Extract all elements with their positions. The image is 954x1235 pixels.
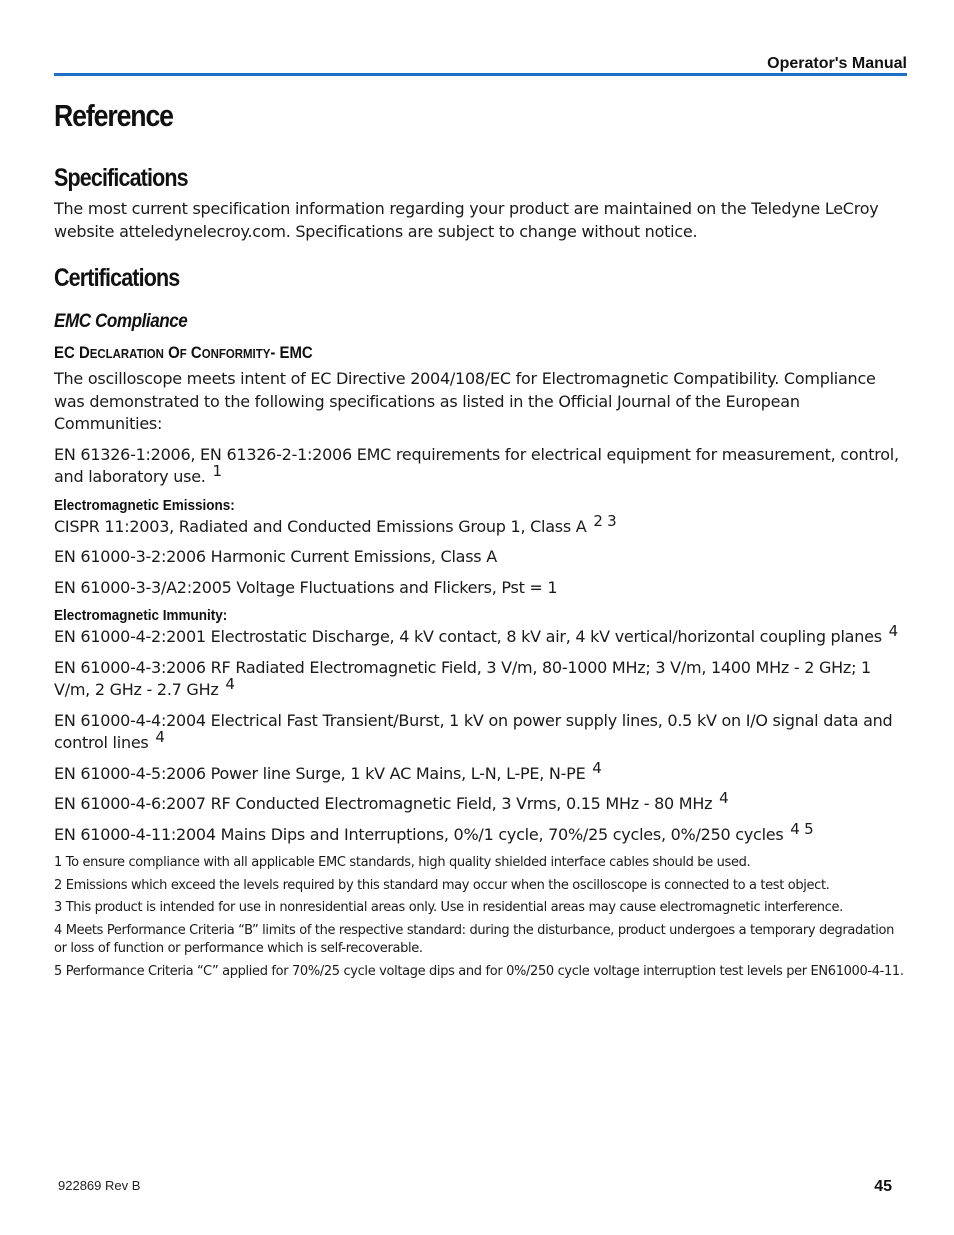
specifications-heading: Specifications <box>54 164 188 192</box>
emission-item: EN 61000-3-3/A2:2005 Voltage Fluctuations and Flickers, Pst = 1 <box>54 577 558 597</box>
immunity-item: EN 61000-4-2:2001 Electrostatic Discharge, 4 kV contact, 8 kV air, 4 kV vertical/horizontal coupling planes $^4$ <box>54 622 898 646</box>
page-title: Reference <box>54 98 173 133</box>
conformity-intro: The oscilloscope meets intent of EC Directive 2004/108/EC for Electromagnetic Compatibility. Compliance was demonstrated to the following specifications as listed in the Official Journal of the European Communities: <box>54 369 876 433</box>
emission-item: CISPR 11:2003, Radiated and Conducted Emissions Group 1, Class A $^{2 3}$ <box>54 511 617 536</box>
footnote-ref: 4 <box>155 728 165 746</box>
footnote-ref: 4 5 <box>790 819 814 838</box>
immunity-item: EN 61000-4-3:2006 RF Radiated Electromagnetic Field, 3 V/m, 80-1000 MHz; 3 V/m, 1400 MHz - 2 GHz; 1 V/m, 2 GHz - 2.7 GHz $^4$ <box>54 657 871 699</box>
immunity-item: EN 61000-4-4:2004 Electrical Fast Transient/Burst, 1 kV on power supply lines, 0.5 kV on I/O signal data and control lines $^4$ <box>54 710 893 752</box>
footnote-ref: 4 <box>888 622 898 640</box>
ec-declaration-heading: EC DECLARATION OF CONFORMITY- EMC <box>54 343 313 362</box>
page-number: 45 <box>874 1178 892 1195</box>
footnote-ref: 4 <box>719 789 729 807</box>
specifications-text: The most current specification information regarding your product are maintained on the Teledyne LeCroy website atteledynelecroy.com. Specifications are subject to change without notice. <box>54 199 879 241</box>
immunity-item: EN 61000-4-5:2006 Power line Surge, 1 kV AC Mains, L-N, L-PE, N-PE $^4$ <box>54 758 602 783</box>
footnote: 2 Emissions which exceed the levels required by this standard may occur when the oscilloscope is connected to a test object. <box>54 877 830 893</box>
footnote-ref: 4 <box>592 758 602 777</box>
emissions-heading: Electromagnetic Emissions: <box>54 496 235 514</box>
emc-compliance-heading: EMC Compliance <box>54 311 188 332</box>
emission-item: EN 61000-3-2:2006 Harmonic Current Emissions, Class A <box>54 547 497 566</box>
footnote: 4 Meets Performance Criteria “B” limits of the respective standard: during the disturbance, product undergoes a temporary degradation or loss of function or performance which is self-recoverable. <box>54 922 895 956</box>
footnote: 1 To ensure compliance with all applicable EMC standards, high quality shielded interface cables should be used. <box>54 855 751 870</box>
standard-main: EN 61326-1:2006, EN 61326-2-1:2006 EMC requirements for electrical equipment for measurement, control, and laboratory use. $^1$ <box>54 444 899 486</box>
footnote-ref: 4 <box>225 675 235 693</box>
immunity-heading: Electromagnetic Immunity: <box>54 607 228 624</box>
immunity-item: EN 61000-4-11:2004 Mains Dips and Interruptions, 0%/1 cycle, 70%/25 cycles, 0%/250 cycles $^{4 5}$ <box>54 819 814 844</box>
header-rule <box>54 73 907 76</box>
footnote-ref: 1 <box>212 462 222 480</box>
footnote: 3 This product is intended for use in nonresidential areas only. Use in residential areas may cause electromagnetic interference. <box>54 900 843 915</box>
footnote-ref: 2 3 <box>593 511 617 530</box>
document-number: 922869 Rev B <box>58 1178 141 1193</box>
page-content <box>54 98 907 981</box>
certifications-heading: Certifications <box>54 264 180 292</box>
footnote: 5 Performance Criteria “C” applied for 70%/25 cycle voltage dips and for 0%/250 cycle voltage interruption test levels per EN61000-4-11. <box>54 963 904 979</box>
immunity-item: EN 61000-4-6:2007 RF Conducted Electromagnetic Field, 3 Vrms, 0.15 MHz - 80 MHz $^4$ <box>54 789 729 813</box>
running-header-title: Operator's Manual <box>767 55 907 72</box>
